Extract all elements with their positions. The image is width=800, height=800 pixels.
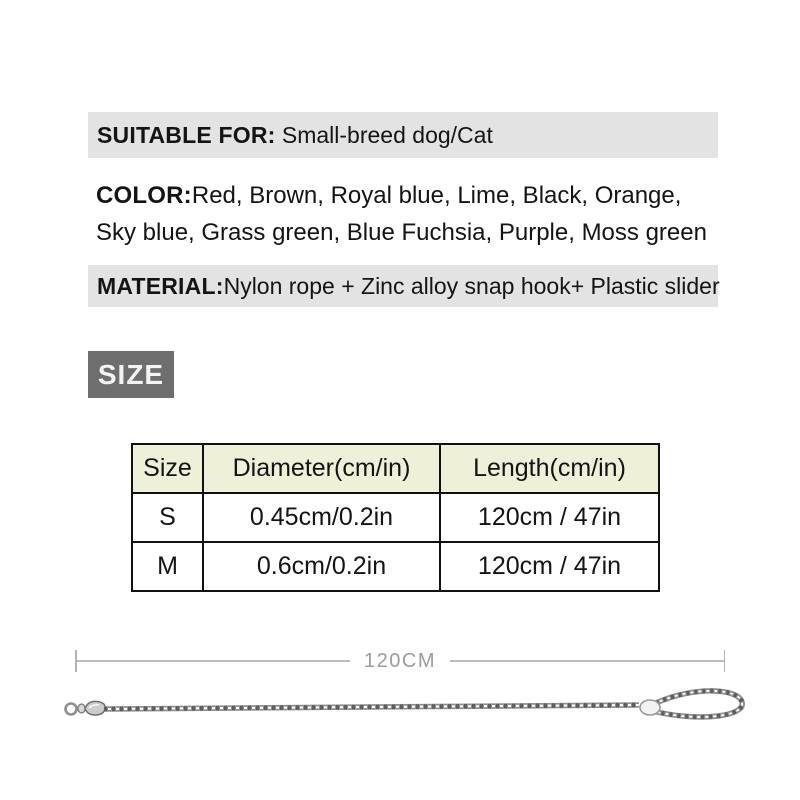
rope-leash-image: [58, 678, 748, 738]
color-value-line2: Sky blue, Grass green, Blue Fuchsia, Purple, Moss green: [96, 219, 707, 246]
color-value-line1: Red, Brown, Royal blue, Lime, Black, Orange,: [191, 182, 682, 209]
header-size: Size: [132, 444, 203, 493]
size-heading-label: SIZE: [97, 358, 165, 390]
dimension-right-tick: [724, 650, 726, 672]
material-bar: [88, 265, 718, 307]
cell-diameter-m: 0.6cm/0.2in: [203, 542, 440, 591]
cell-diameter-s: 0.45cm/0.2in: [203, 493, 440, 542]
size-table-header-row: [132, 444, 659, 493]
rope-leash-graphic: [58, 678, 748, 738]
dimension-line-left: [77, 660, 351, 662]
snap-hook-graphic: [66, 701, 106, 715]
table-row: [132, 493, 659, 542]
material-value: Nylon rope + Zinc alloy snap hook+ Plastic slider: [223, 272, 720, 299]
cell-size-m: M: [132, 542, 203, 591]
plastic-slider-graphic: [640, 700, 660, 715]
material-label: MATERIAL:: [97, 272, 224, 299]
dimension-line-right: [450, 660, 724, 662]
cell-size-s: S: [132, 493, 203, 542]
cell-length-m: 120cm / 47in: [440, 542, 659, 591]
suitable-for-label: SUITABLE FOR:: [97, 121, 276, 148]
dimension-label: 120CM: [364, 649, 436, 672]
table-row: [132, 542, 659, 591]
cell-length-s: 120cm / 47in: [440, 493, 659, 542]
suitable-for-value: Small-breed dog/Cat: [281, 121, 493, 148]
handle-loop-graphic: [656, 691, 742, 717]
size-heading-box: [88, 351, 174, 398]
color-label: COLOR:: [96, 182, 192, 209]
header-length: Length(cm/in): [440, 444, 659, 493]
suitable-for-bar: [88, 112, 718, 158]
size-table: [131, 443, 660, 592]
color-line-1: [96, 177, 721, 214]
color-section: [96, 177, 721, 251]
header-diameter: Diameter(cm/in): [203, 444, 440, 493]
rope-cord-graphic: [104, 705, 639, 709]
length-dimension-line: [75, 649, 725, 673]
